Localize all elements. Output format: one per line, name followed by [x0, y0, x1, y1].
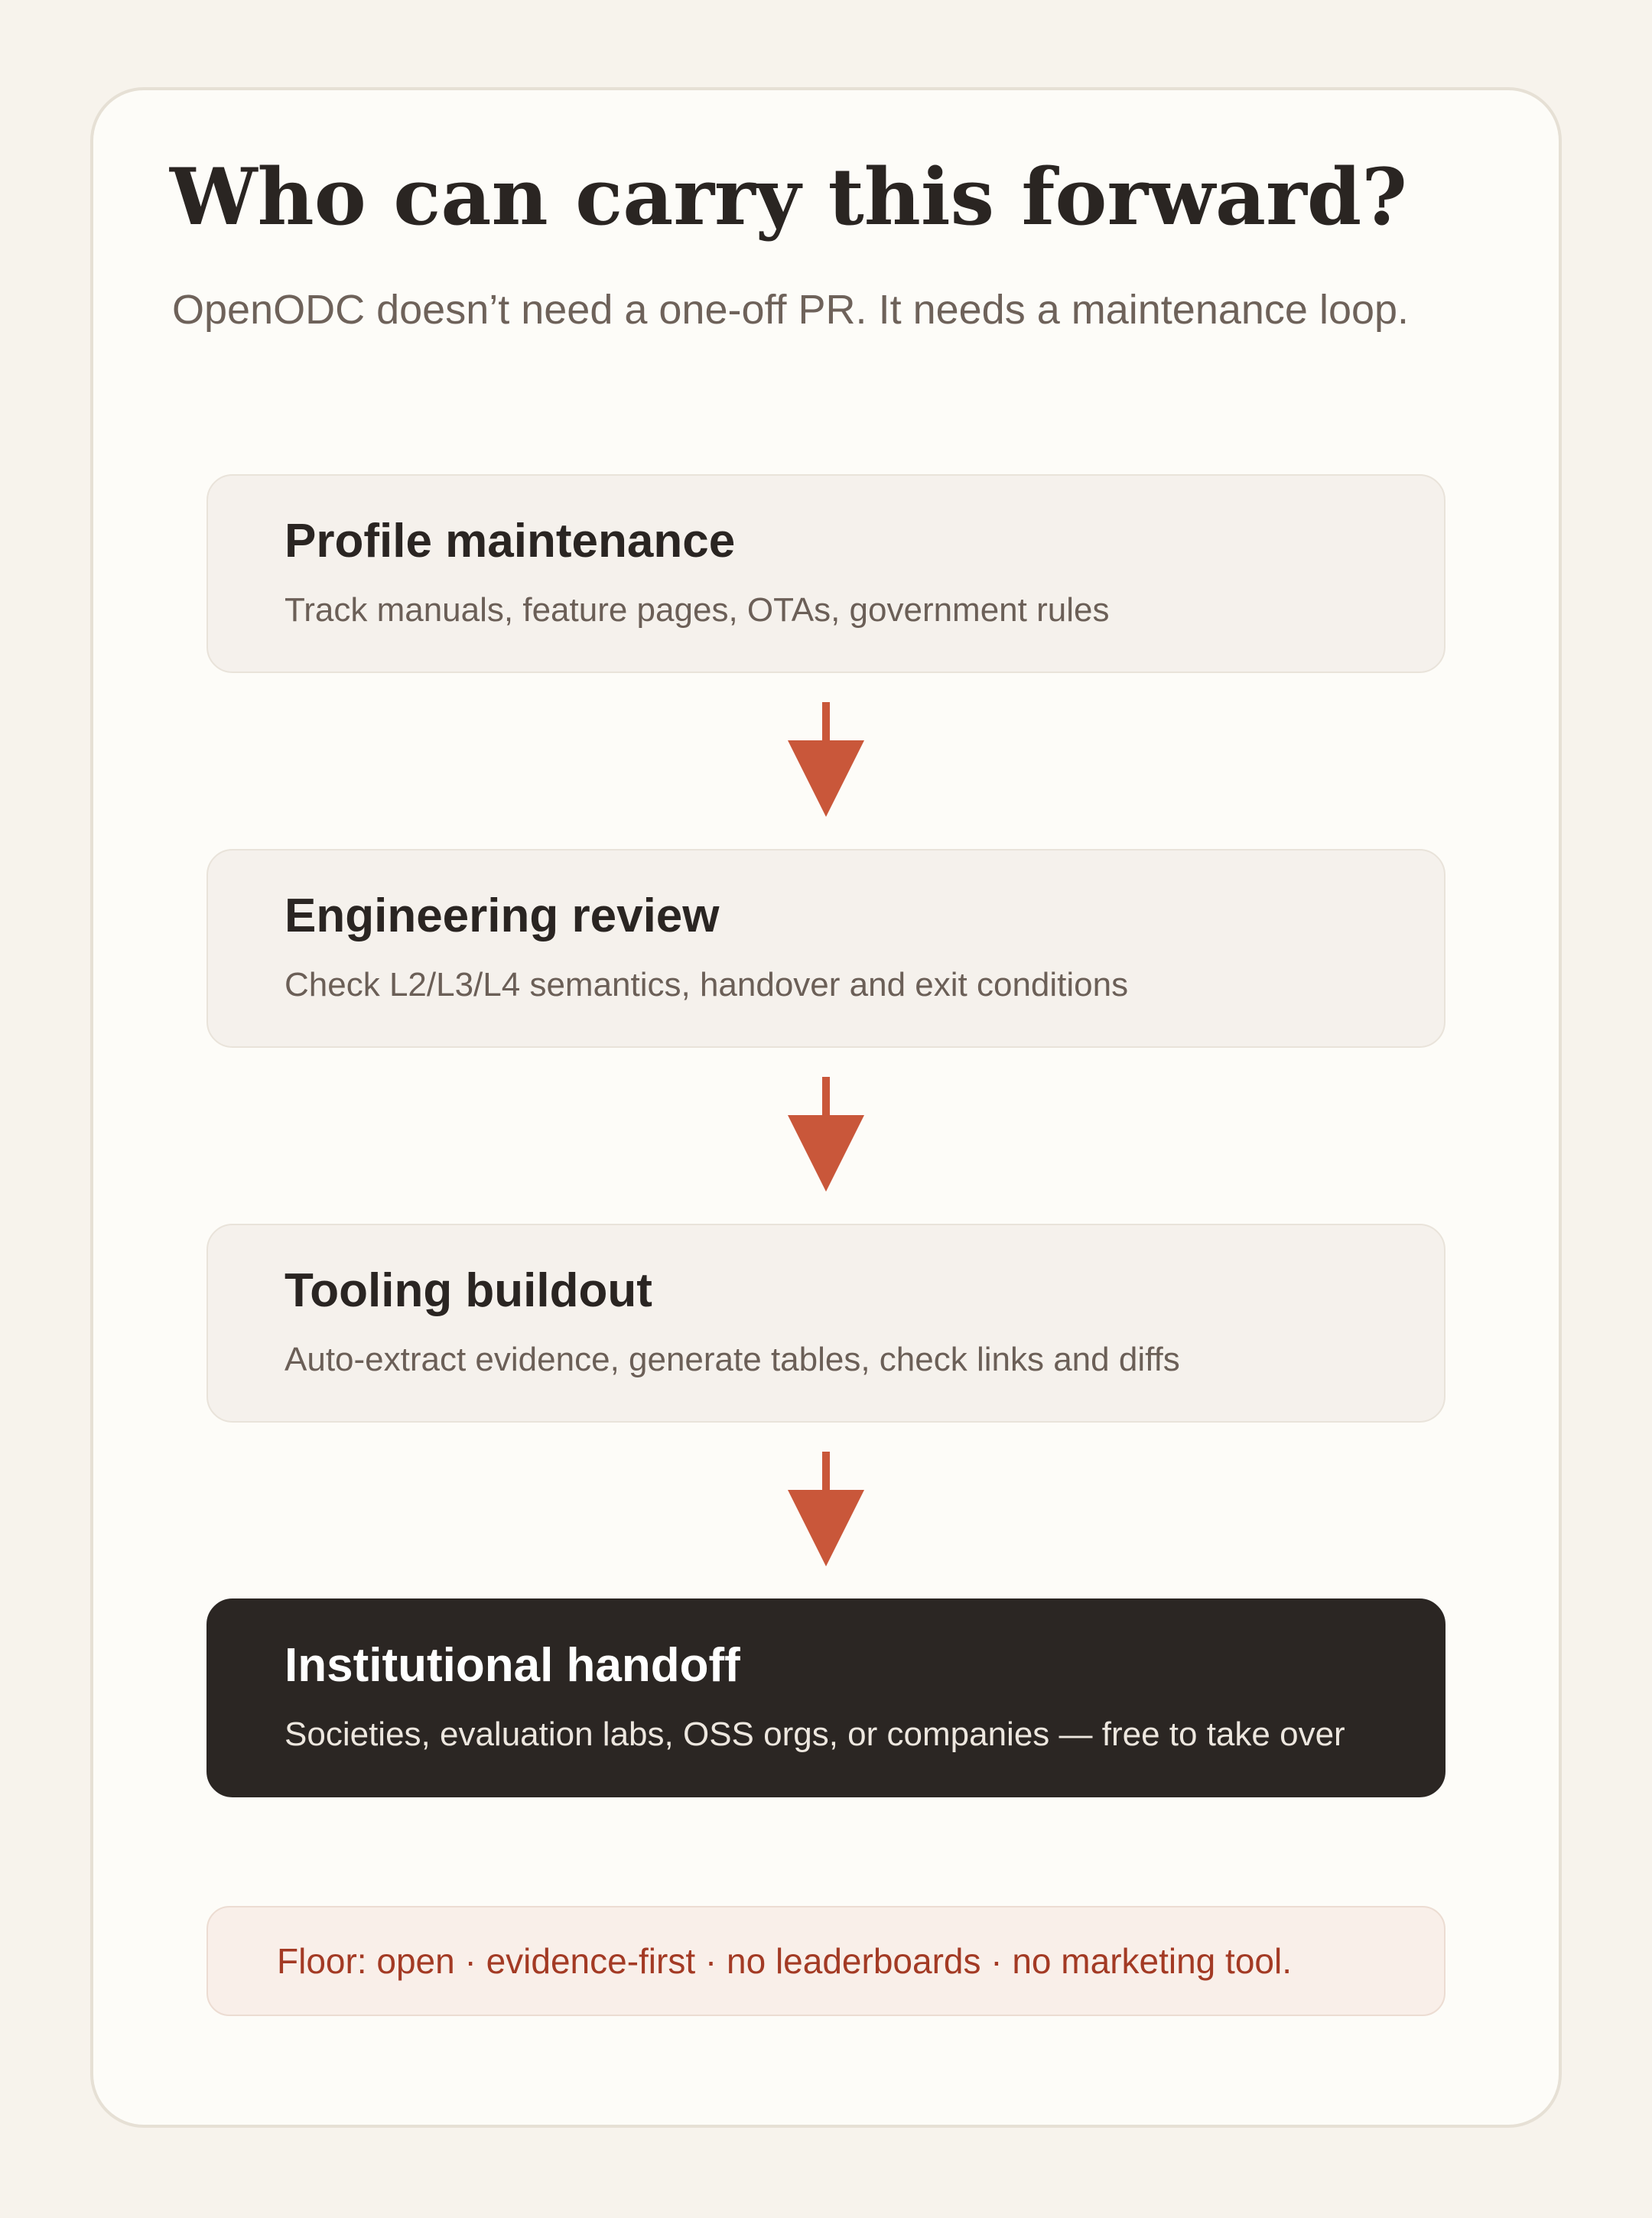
- step-description: Check L2/L3/L4 semantics, handover and exit conditions: [285, 966, 1129, 1003]
- down-arrow-icon: [788, 1077, 864, 1193]
- step-description: Societies, evaluation labs, OSS orgs, or companies — free to take over: [285, 1716, 1345, 1753]
- step-institutional-handoff: [206, 1598, 1446, 1797]
- step-description: Auto-extract evidence, generate tables, check links and diffs: [285, 1341, 1180, 1378]
- page-title: Who can carry this forward?: [170, 151, 1407, 243]
- page-subtitle: OpenODC doesn’t need a one-off PR. It needs a maintenance loop.: [172, 287, 1410, 333]
- step-title: Engineering review: [285, 889, 720, 942]
- floor-text: Floor: open · evidence-first · no leaderboards · no marketing tool.: [277, 1941, 1292, 1981]
- step-tooling-buildout: [206, 1224, 1446, 1423]
- step-profile-maintenance: [206, 474, 1446, 673]
- step-description: Track manuals, feature pages, OTAs, government rules: [285, 591, 1110, 629]
- down-arrow-icon: [788, 1452, 864, 1568]
- step-title: Institutional handoff: [285, 1639, 740, 1692]
- step-title: Tooling buildout: [285, 1264, 652, 1317]
- step-engineering-review: [206, 849, 1446, 1048]
- floor-principles-box: [206, 1906, 1446, 2016]
- down-arrow-icon: [788, 702, 864, 818]
- step-title: Profile maintenance: [285, 515, 736, 568]
